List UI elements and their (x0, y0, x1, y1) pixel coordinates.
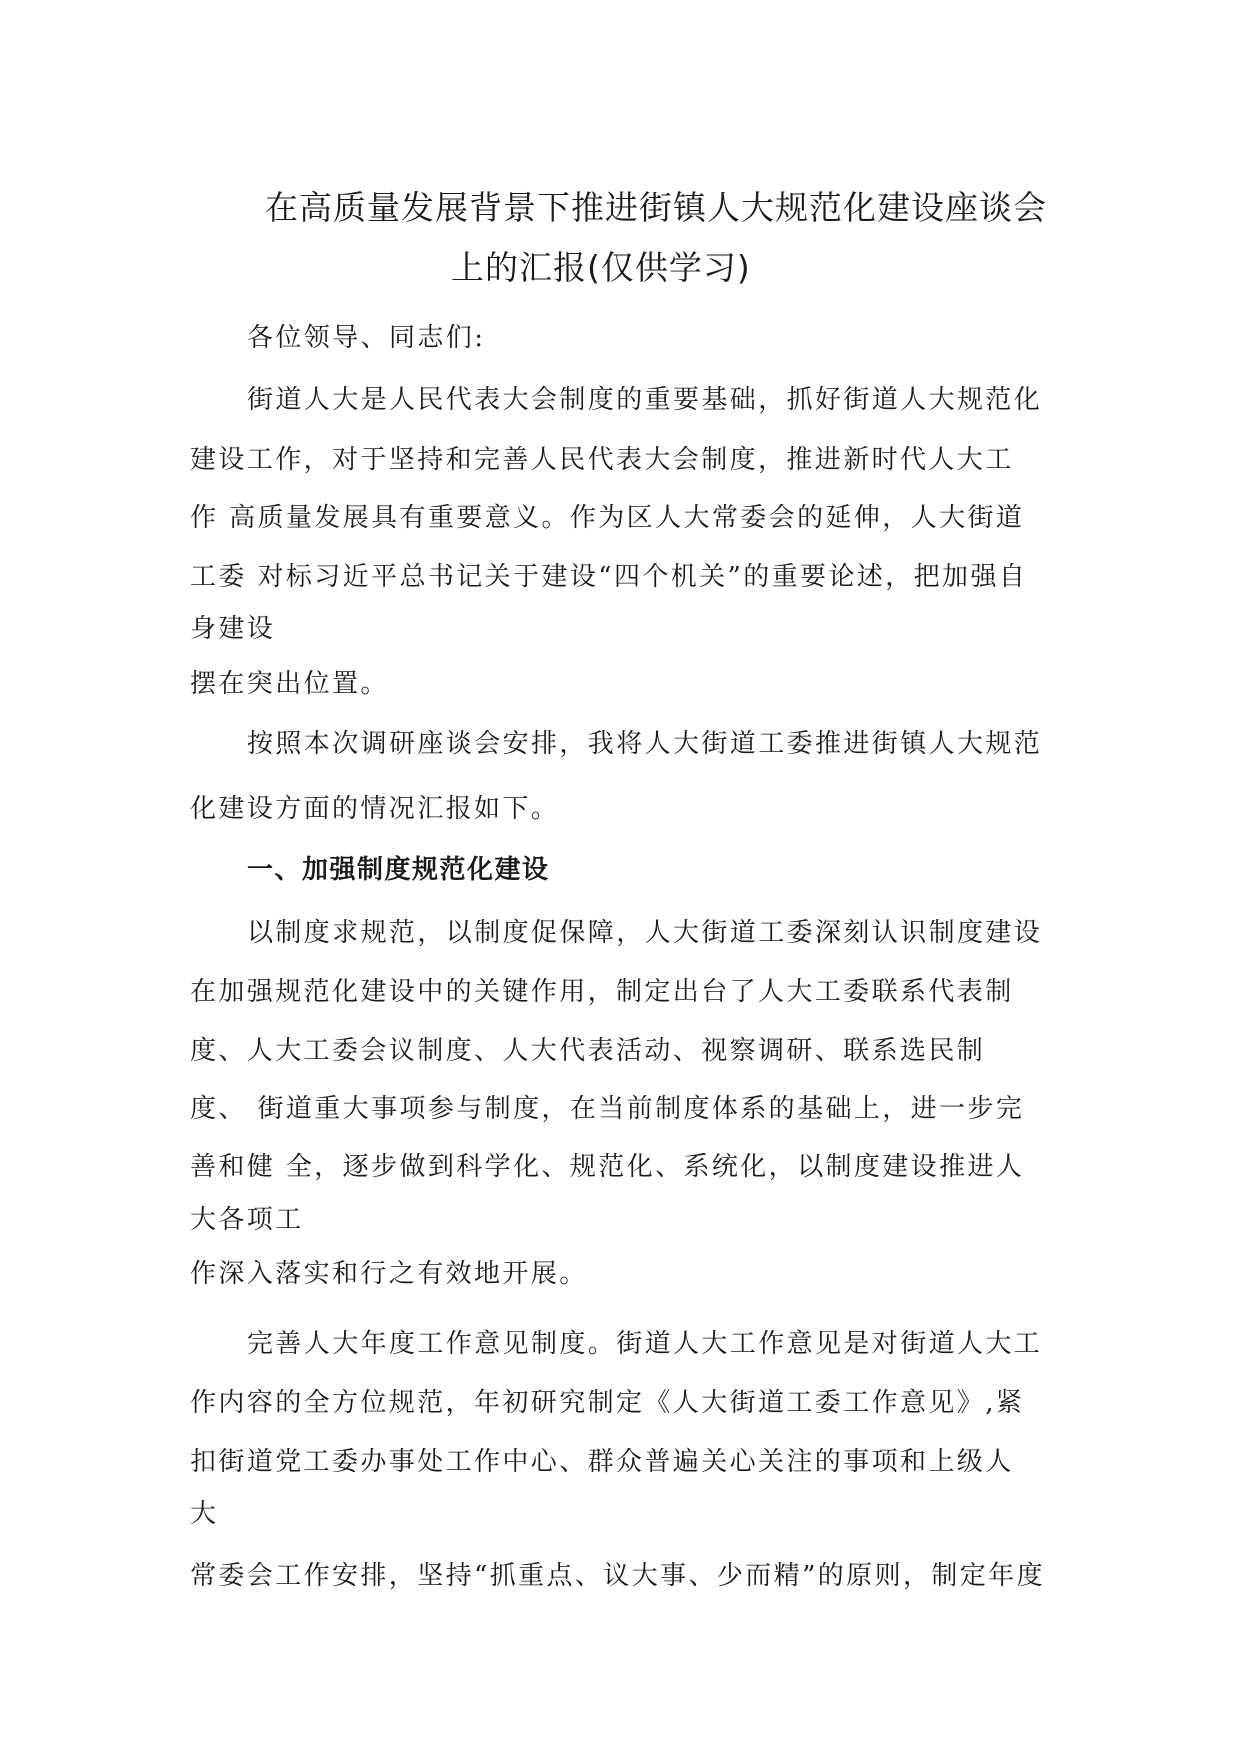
section-1-heading: 一、加强制度规范化建设 (247, 855, 550, 885)
document-title-line-1: 在高质量发展背景下推进街镇人大规范化建设座谈会 (265, 188, 1047, 227)
intro-line-4: 工委 对标习近平总书记关于建设“四个机关”的重要论述，把加强自 (190, 562, 1028, 592)
section-1-p2-line-3: 扣街道党工委办事处工作中心、群众普遍关心关注的事项和上级人 (190, 1447, 1014, 1477)
intro-line-6: 摆在突出位置。 (190, 669, 389, 699)
section-1-p1-line-5: 善和健 全，逐步做到科学化、规范化、系统化，以制度建设推进人 (190, 1152, 1025, 1182)
section-1-p1-line-7: 作深入落实和行之有效地开展。 (190, 1259, 588, 1289)
intro-line-1: 街道人大是人民代表大会制度的重要基础，抓好街道人大规范化 (247, 385, 1043, 415)
intro-line-3: 作 高质量发展具有重要意义。作为区人大常委会的延伸，人大街道 (190, 503, 1025, 533)
section-1-p1-line-4: 度、 街道重大事项参与制度，在当前制度体系的基础上，进一步完 (190, 1094, 1025, 1124)
salutation: 各位领导、同志们: (247, 323, 486, 353)
section-1-p1-line-3: 度、人大工委会议制度、人大代表活动、视察调研、联系选民制 (190, 1036, 986, 1066)
section-1-p2-line-5: 常委会工作安排，坚持“抓重点、议大事、少而精”的原则，制定年度 (190, 1561, 1045, 1591)
section-1-p2-line-2: 作内容的全方位规范，年初研究制定《人大街道工委工作意见》,紧 (190, 1388, 1025, 1418)
plan-line-1: 按照本次调研座谈会安排，我将人大街道工委推进街镇人大规范 (247, 729, 1043, 759)
section-1-p1-line-6: 大各项工 (190, 1205, 304, 1235)
section-1-p2-line-1: 完善人大年度工作意见制度。街道人大工作意见是对街道人大工 (247, 1329, 1043, 1359)
section-1-p1-line-1: 以制度求规范，以制度促保障，人大街道工委深刻认识制度建设 (247, 918, 1043, 948)
plan-line-2: 化建设方面的情况汇报如下。 (190, 794, 560, 824)
intro-line-5: 身建设 (190, 614, 276, 644)
intro-line-2: 建设工作，对于坚持和完善人民代表大会制度，推进新时代人大工 (190, 445, 1014, 475)
document-title-line-2: 上的汇报(仅供学习) (451, 248, 751, 287)
section-1-p2-line-4: 大 (190, 1499, 219, 1529)
section-1-p1-line-2: 在加强规范化建设中的关键作用，制定出台了人大工委联系代表制 (190, 977, 1014, 1007)
